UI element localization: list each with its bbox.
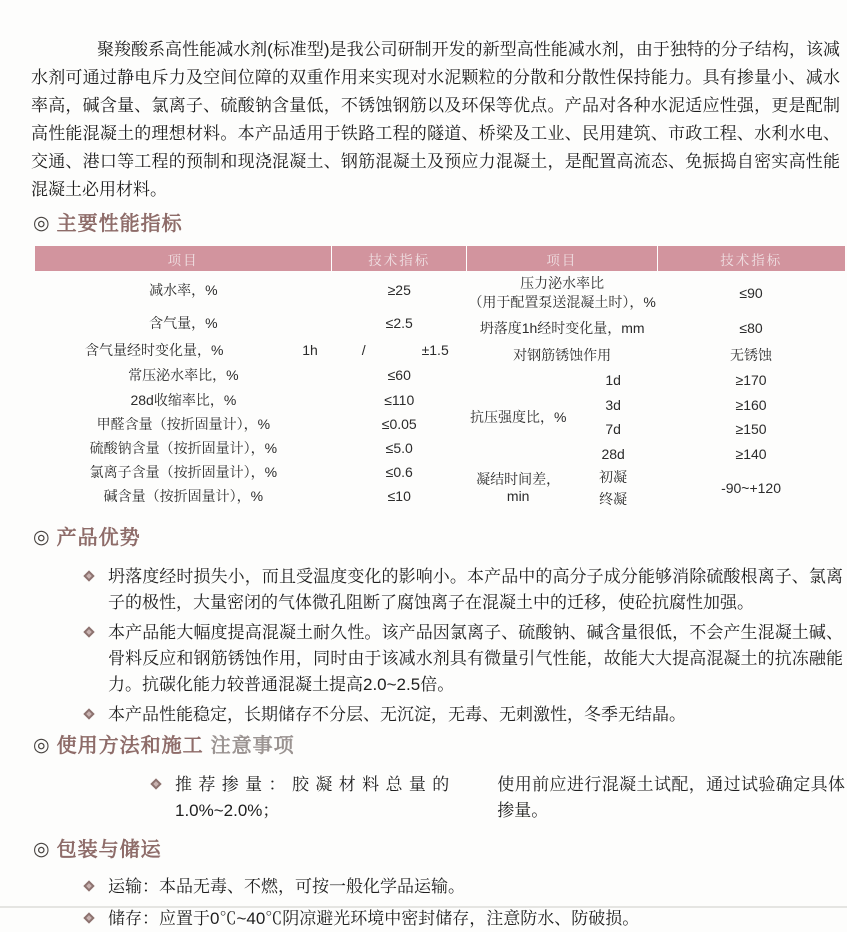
table-row (35, 388, 467, 412)
row-value: ≤80 (739, 320, 763, 336)
table-row (467, 368, 845, 393)
bullet-text: 坍落度经时损失小，而且受温度变化的影响小。本产品中的高分子成分能够消除硫酸根离子、氯离子的极性，大量密闭的气体微孔阻断了腐蚀离子在混凝土中的迁移，使砼抗腐性加强。 (108, 567, 843, 612)
dosage-note: 使用前应进行混凝土试配，通过试验确定具体掺量。 (497, 775, 845, 820)
section-title-text-tail: 注意事项 (210, 735, 295, 757)
table-header-row (467, 246, 845, 271)
table-row (467, 315, 845, 342)
table-row (467, 271, 845, 315)
list-item (85, 874, 845, 900)
performance-table-right (467, 246, 845, 510)
table-row (35, 338, 467, 363)
row-item: 氯离子含量（按折固量计），% (89, 464, 278, 480)
list-item (152, 772, 845, 824)
row-age: 28d (601, 445, 625, 462)
list-item (85, 702, 845, 728)
row-item: 硫酸钠含量（按折固量计），% (89, 440, 278, 456)
table-row (35, 412, 467, 436)
table-header-row (35, 246, 467, 271)
diamond-bullet-icon (83, 626, 94, 637)
bullet-text: 本产品性能稳定，长期储存不分层、无沉淀，无毒、无刺激性，冬季无结晶。 (108, 705, 686, 724)
column-header-item: 项目 (35, 246, 332, 271)
diamond-bullet-icon (150, 778, 161, 789)
list-item (85, 564, 845, 616)
row-group-label: 抗压强度比，% (469, 408, 567, 425)
row-age: 7d (605, 421, 621, 437)
diamond-bullet-icon (83, 880, 94, 891)
diamond-bullet-icon (83, 912, 94, 923)
row-value: ≥140 (735, 445, 767, 462)
diamond-bullet-icon (83, 708, 94, 719)
row-sub-time: 1h (302, 342, 318, 358)
table-row (35, 363, 467, 388)
row-setting-initial: 初凝 (599, 468, 628, 485)
usage-list (152, 772, 845, 824)
row-age: 1d (605, 372, 621, 388)
row-value: ±1.5 (421, 342, 449, 358)
dosage-text: 推荐掺量：胶凝材料总量的1.0%~2.0%； (175, 775, 450, 820)
section-title-text: 主要性能指标 (56, 213, 183, 235)
row-value: ≤60 (387, 367, 411, 383)
row-value: ≥160 (735, 396, 767, 413)
bullet-text: 运输：本品无毒、不燃，可按一般化学品运输。 (108, 877, 465, 896)
section-title-text: 产品优势 (56, 527, 141, 549)
row-item: 含气量，% (149, 315, 218, 331)
row-value: ≤110 (384, 391, 415, 408)
performance-table (35, 246, 845, 510)
row-value: ≤0.05 (381, 415, 417, 432)
section-marker-icon: ◎ (33, 527, 50, 548)
bullet-text: 本产品能大幅度提高混凝土耐久性。该产品因氯离子、硫酸钠、碱含量很低，不会产生混凝土碱、骨料反应和钢筋锈蚀作用，同时由于该减水剂具有微量引气性能，故能大大提高混凝土的抗冻融能力。抗碳化能力较普通混凝土提高2.0~2.5倍。 (108, 623, 843, 694)
row-item: 含气量经时变化量，% (85, 342, 224, 358)
row-value: -90~+120 (721, 479, 782, 496)
table-row (35, 271, 467, 309)
section-title-text: 包装与储运 (56, 839, 162, 861)
table-row (35, 436, 467, 461)
row-value: ≤0.6 (385, 464, 413, 480)
document-page (0, 36, 847, 928)
row-item: 28d收缩率比，% (130, 391, 237, 408)
section-title-advantages (33, 526, 847, 550)
row-item: 坍落度1h经时变化量，mm (479, 320, 645, 336)
table-row (35, 309, 467, 338)
section-title-usage (33, 734, 847, 758)
row-item: 对钢筋锈蚀作用 (513, 346, 612, 363)
diamond-bullet-icon (83, 570, 94, 581)
row-value: ≥25 (387, 281, 411, 298)
row-value: ≥170 (735, 372, 767, 388)
row-value: ≤2.5 (385, 315, 413, 331)
row-item: 碱含量（按折固量计），% (103, 487, 264, 504)
list-item (85, 620, 845, 698)
table-row (467, 466, 845, 488)
row-item-line1: 压力泌水率比 (520, 275, 605, 291)
row-item: 甲醛含量（按折固量计），% (96, 415, 271, 432)
packaging-list (85, 874, 845, 932)
section-title-performance (33, 212, 847, 236)
intro-paragraph: 聚羧酸系高性能减水剂(标准型)是我公司研制开发的新型高性能减水剂，由于独特的分子结构，该减水剂可通过静电斥力及空间位障的双重作用来实现对水泥颗粒的分散和分散性保持能力。具有掺量小、减水率高，碱含量、氯离子、硫酸钠含量低，不锈蚀钢筋以及环保等优点。产品对各种水泥适应性强，更是配制高性能混凝土的理想材料。本产品适用于铁路工程的隧道、桥梁及工业、民用建筑、市政工程、水利水电、交通、港口等工程的预制和现浇混凝土、钢筋混凝土及预应力混凝土，是配置高流态、免振捣自密实高性能混凝土必用材料。 (31, 40, 840, 199)
section-title-packaging (33, 838, 847, 862)
column-header-index: 技术指标 (332, 246, 467, 271)
row-value: ≤90 (739, 284, 763, 301)
row-item: 减水率，% (149, 281, 218, 298)
advantages-list (85, 564, 845, 728)
list-item (85, 906, 845, 932)
row-slash: / (361, 342, 366, 358)
section-marker-icon: ◎ (33, 213, 50, 234)
column-header-index: 技术指标 (657, 246, 845, 271)
row-value: ≤10 (387, 487, 411, 504)
table-row (35, 484, 467, 508)
row-group-label: 凝结时间差，min (476, 471, 561, 504)
table-row (467, 342, 845, 368)
row-item: 常压泌水率比，% (128, 367, 239, 383)
column-header-item: 项目 (467, 246, 657, 271)
table-row (35, 461, 467, 484)
row-setting-final: 终凝 (599, 490, 628, 507)
row-item-line2: （用于配置泵送混凝土时），% (468, 294, 656, 310)
row-age: 3d (605, 396, 621, 413)
row-value: 无锈蚀 (730, 346, 773, 363)
bullet-text: 储存：应置于0℃~40℃阴凉避光环境中密封储存，注意防水、防破损。 (108, 909, 640, 928)
section-marker-icon: ◎ (33, 839, 50, 860)
row-value: ≥150 (735, 421, 767, 437)
scan-artifact-line (0, 906, 847, 908)
row-value: ≤5.0 (385, 440, 413, 456)
performance-table-left (35, 246, 467, 508)
section-title-text: 使用方法和施工 (56, 735, 204, 757)
section-marker-icon: ◎ (33, 735, 50, 756)
